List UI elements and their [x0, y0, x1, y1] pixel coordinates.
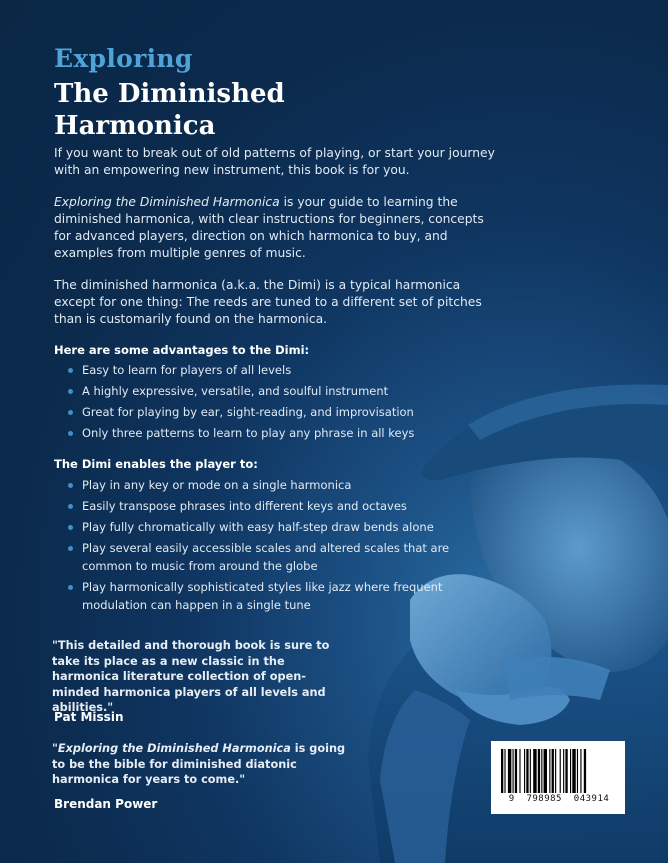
- quote-open-mark: ": [52, 639, 58, 652]
- about-paragraph: The diminished harmonica (a.k.a. the Dimi) is a typical harmonica except for one thing: The reeds are tuned to a different set of pitches than is customarily found on the harmonica.: [54, 278, 482, 326]
- list-item: [68, 497, 468, 515]
- enables-heading: The Dimi enables the player to:: [54, 457, 258, 471]
- bullet-icon: [68, 546, 73, 551]
- barcode-bar: [544, 749, 547, 793]
- list-item-text: Easily transpose phrases into different keys and octaves: [82, 499, 407, 513]
- list-item: [68, 518, 468, 536]
- barcode-bar: [577, 749, 578, 793]
- barcode-bar: [526, 749, 528, 793]
- barcode-bar: [563, 749, 564, 793]
- bullet-icon: [68, 525, 73, 530]
- quote-author: Pat Missin: [54, 710, 124, 724]
- title-main: The Diminished Harmonica: [54, 79, 285, 141]
- list-item: [68, 382, 468, 400]
- guide-text: is your guide to learning the diminished harmonica, with clear instructions for beginners, concepts for advanced players, direction on which harmonica to buy, and examples from multiple genres of music.: [54, 195, 484, 260]
- list-item: [68, 476, 468, 494]
- enables-list: [68, 476, 468, 617]
- list-item-text: Easy to learn for players of all levels: [82, 363, 292, 377]
- list-item-text: A highly expressive, versatile, and soulful instrument: [82, 384, 389, 398]
- quote-book-title: Exploring the Diminished Harmonica: [57, 742, 291, 755]
- barcode-bar: [552, 749, 554, 793]
- quote-brendan-power: [52, 741, 352, 788]
- bullet-icon: [68, 504, 73, 509]
- barcode-bar: [504, 749, 505, 793]
- list-item-text: Play in any key or mode on a single harmonica: [82, 478, 352, 492]
- barcode-bar: [555, 749, 556, 793]
- barcode-bar: [541, 749, 542, 793]
- list-item-text: Only three patterns to learn to play any phrase in all keys: [82, 426, 415, 440]
- list-item: [68, 539, 468, 575]
- barcode-digits: 9 798985 043914: [508, 794, 610, 804]
- advantages-list: [68, 361, 468, 445]
- list-item: [68, 403, 468, 421]
- bullet-icon: [68, 389, 73, 394]
- quote-text: is going to be the bible for diminished diatonic harmonica for years to come.": [52, 742, 346, 786]
- barcode-bar: [570, 749, 571, 793]
- list-item: [68, 578, 468, 614]
- guide-book-title: Exploring the Diminished Harmonica: [54, 195, 280, 209]
- barcode-bar: [524, 749, 525, 793]
- intro-paragraph: If you want to break out of old patterns of playing, or start your journey with an empowering new instrument, this book is for you.: [54, 146, 495, 177]
- guide-paragraph: [54, 194, 499, 262]
- barcode-bar: [515, 749, 517, 793]
- list-item-text: Play harmonically sophisticated styles like jazz where frequent modulation can happen in a single tune: [82, 580, 443, 612]
- list-item-text: Great for playing by ear, sight-reading, and improvisation: [82, 405, 414, 419]
- list-item: [68, 424, 468, 442]
- barcode-bars: [499, 749, 617, 795]
- bullet-icon: [68, 585, 73, 590]
- barcode-bar: [519, 749, 520, 793]
- barcode-bar: [533, 749, 536, 793]
- barcode-bar: [560, 749, 561, 793]
- bullet-icon: [68, 483, 73, 488]
- barcode-bar: [572, 749, 575, 793]
- barcode-bar: [513, 749, 514, 793]
- bullet-icon: [68, 368, 73, 373]
- barcode-bar: [565, 749, 567, 793]
- isbn-barcode: [491, 741, 625, 814]
- list-item-text: Play fully chromatically with easy half-step draw bends alone: [82, 520, 434, 534]
- barcode-bar: [538, 749, 540, 793]
- quote-author: Brendan Power: [54, 797, 158, 811]
- quote-pat-missin: [52, 638, 352, 716]
- quote-text: This detailed and thorough book is sure to take its place as a new classic in the harmonica literature collection of open-minded harmonica players of all levels and abilities.": [52, 639, 330, 714]
- barcode-bar: [549, 749, 550, 793]
- barcode-bar: [501, 749, 503, 793]
- title-subtitle: Exploring: [54, 44, 193, 73]
- barcode-bar: [580, 749, 581, 793]
- barcode-bar: [530, 749, 531, 793]
- list-item-text: Play several easily accessible scales and altered scales that are common to music from around the globe: [82, 541, 450, 573]
- bullet-icon: [68, 410, 73, 415]
- advantages-heading: Here are some advantages to the Dimi:: [54, 343, 310, 357]
- list-item: [68, 361, 468, 379]
- bullet-icon: [68, 431, 73, 436]
- barcode-bar: [508, 749, 511, 793]
- quote-open-mark: ": [52, 742, 58, 755]
- barcode-bar: [584, 749, 586, 793]
